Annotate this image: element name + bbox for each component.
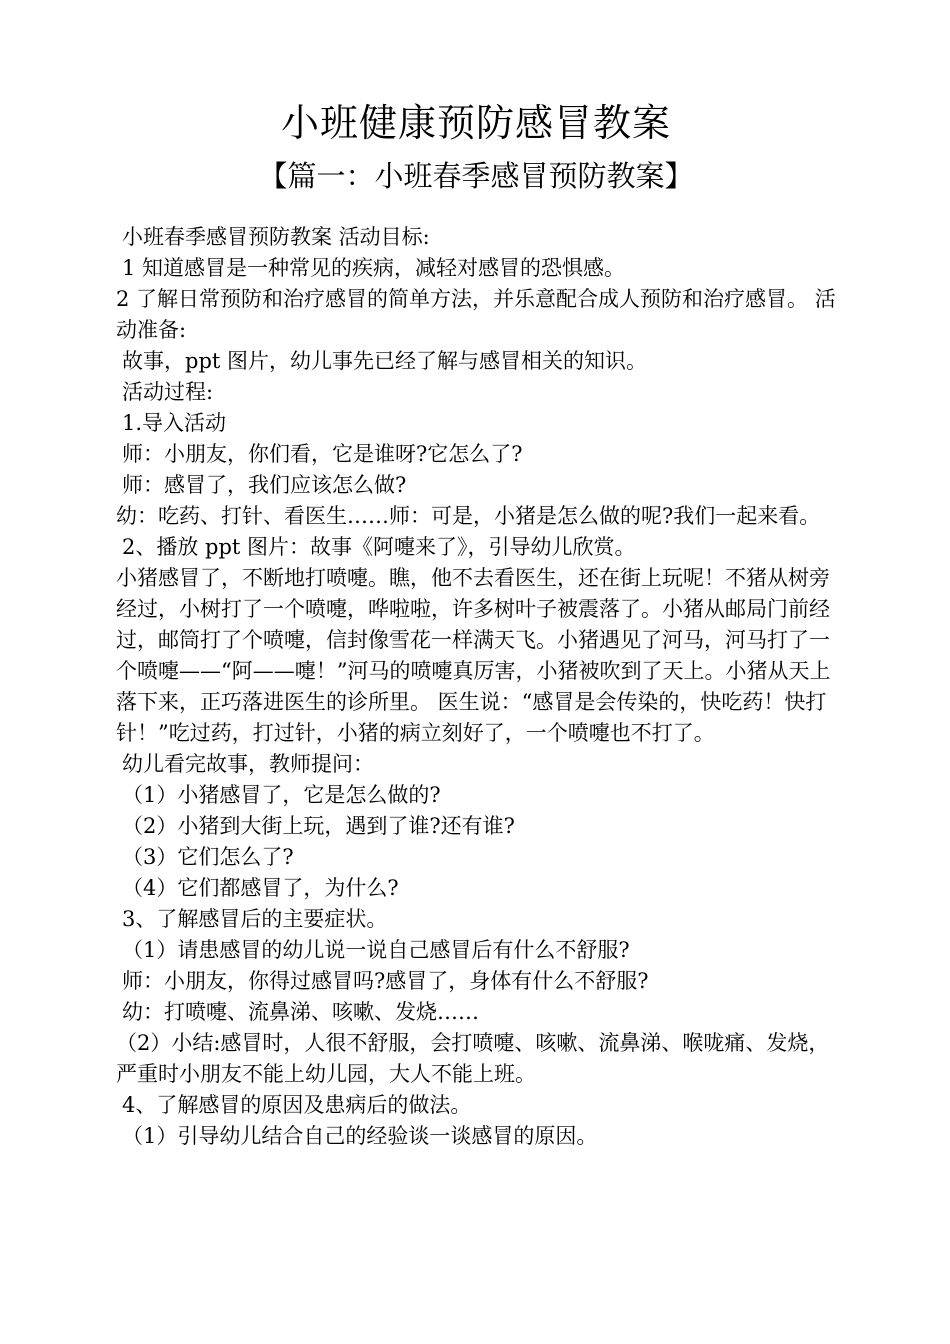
paragraph: 1 知道感冒是一种常见的疾病，减轻对感冒的恐惧感。 [122,256,626,280]
story-paragraph: 小猪感冒了，不断地打喷嚏。瞧，他不去看医生，还在街上玩呢！不猪从树旁经过，小树打了一个喷嚏，哗啦啦，许多树叶子被震落了。小猪从邮局门前经过，邮筒打了个喷嚏，信封像雪花一样满天飞。小猪遇见了河马，河马打了一个喷嚏——“阿——嚏！”河马的喷嚏真厉害，小猪被吹到了天上。小猪从天上落下来，正巧落进医生的诊所里。 医生说：“感冒是会传染的，快吃药！快打针！”吃过药，打过针，小猪的病立刻好了，一个喷嚏也不打了。 [116,566,831,745]
paragraph: 活动过程: [122,380,214,404]
question-item: （4）它们都感冒了，为什么? [122,876,399,900]
section-heading: 【篇一：小班春季感冒预防教案】 [258,159,694,193]
question-item: （3）它们怎么了? [122,845,294,869]
question-item: （2）小猪到大街上玩，遇到了谁?还有谁? [122,814,515,838]
document-title: 小班健康预防感冒教案 [280,101,671,145]
paragraph: （1）引导幼儿结合自己的经验谈一谈感冒的原因。 [122,1124,598,1148]
paragraph: 1.导入活动 [122,411,227,435]
question-item: （1）小猪感冒了，它是怎么做的? [122,783,441,807]
paragraph: 2、播放 ppt 图片：故事《阿嚏来了》，引导幼儿欣赏。 [122,535,636,559]
paragraph: （1）请患感冒的幼儿说一说自己感冒后有什么不舒服? [122,938,630,962]
paragraph: 幼：吃药、打针、看医生……师：可是，小猪是怎么做的呢?我们一起来看。 [116,504,821,528]
document-body [116,222,836,1152]
paragraph: 幼：打喷嚏、流鼻涕、咳嗽、发烧…… [122,1000,479,1024]
paragraph: 幼儿看完故事，教师提问： [122,752,374,776]
paragraph: 故事，ppt 图片，幼儿事先已经了解与感冒相关的知识。 [122,349,647,373]
paragraph: 2 了解日常预防和治疗感冒的简单方法，并乐意配合成人预防和治疗感冒。 活动准备: [116,287,836,342]
paragraph: 小班春季感冒预防教案 活动目标: [122,225,430,249]
paragraph: 师：感冒了，我们应该怎么做? [122,473,407,497]
paragraph: 师：小朋友，你得过感冒吗?感冒了，身体有什么不舒服? [122,969,649,993]
paragraph: 4、了解感冒的原因及患病后的做法。 [122,1093,472,1117]
paragraph: 3、了解感冒后的主要症状。 [122,907,388,931]
paragraph: 师：小朋友，你们看，它是谁呀?它怎么了? [122,442,523,466]
paragraph: （2）小结:感冒时，人很不舒服，会打喷嚏、咳嗽、流鼻涕、喉咙痛、发烧，严重时小朋友不能上幼儿园，大人不能上班。 [116,1031,830,1086]
